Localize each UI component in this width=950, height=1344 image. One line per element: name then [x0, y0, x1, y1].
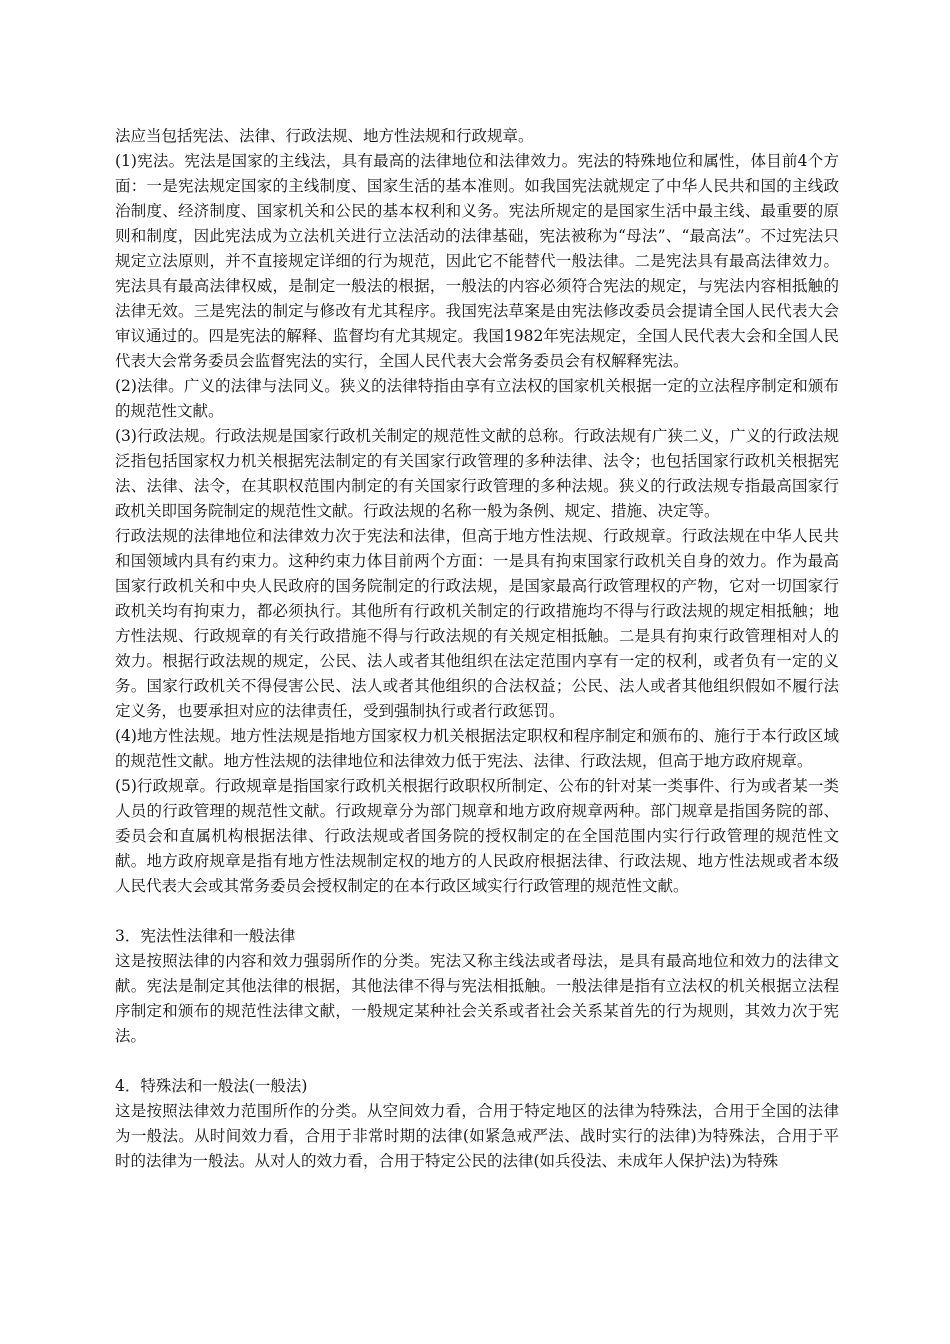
paragraph-intro: 法应当包括宪法、法律、行政法规、地方性法规和行政规章。 [115, 127, 534, 145]
section-heading-4: 4．特殊法和一般法(一般法) [115, 1077, 308, 1095]
paragraph-constitutional-law: 这是按照法律的内容和效力强弱所作的分类。宪法又称主线法或者母法，是具有最高地位和效力的法律文献。宪法是制定其他法律的根据，其他法律不得与宪法相抵触。一般法律是指有立法权的机关根据立法程序制定和颁布的规范性法律文献，一般规定某种社会关系或者社会关系某首先的行为规则，其效力次于宪法。 [115, 952, 839, 1045]
paragraph-constitution: (1)宪法。宪法是国家的主线法，具有最高的法律地位和法律效力。宪法的特殊地位和属性，体目前4个方面：一是宪法规定国家的主线制度、国家生活的基本准则。如我国宪法就规定了中华人民共和国的主线政治制度、经济制度、国家机关和公民的基本权利和义务。宪法所规定的是国家生活中最主线、最重要的原则和制度，因此宪法成为立法机关进行立法活动的法律基础，宪法被称为“母法”、“最高法”。不过宪法只规定立法原则，并不直接规定详细的行为规范，因此它不能替代一般法律。二是宪法具有最高法律效力。宪法具有最高法律权威，是制定一般法的根据，一般法的内容必须符合宪法的规定，与宪法内容相抵触的法律无效。三是宪法的制定与修改有尤其程序。我国宪法草案是由宪法修改委员会提请全国人民代表大会审议通过的。四是宪法的解释、监督均有尤其规定。我国1982年宪法规定，全国人民代表大会和全国人民代表大会常务委员会监督宪法的实行，全国人民代表大会常务委员会有权解释宪法。 [115, 152, 839, 370]
paragraph-administrative-regulations-effect: 行政法规的法律地位和法律效力次于宪法和法律，但高于地方性法规、行政规章。行政法规在中华人民共和国领域内具有约束力。这种约束力体目前两个方面：一是具有拘束国家行政机关自身的效力。作为最高国家行政机关和中央人民政府的国务院制定的行政法规，是国家最高行政管理权的产物，它对一切国家行政机关均有拘束力，都必须执行。其他所有行政机关制定的行政措施均不得与行政法规的规定相抵触；地方性法规、行政规章的有关行政措施不得与行政法规的有关规定相抵触。二是具有拘束行政管理相对人的效力。根据行政法规的规定，公民、法人或者其他组织在法定范围内享有一定的权利，或者负有一定的义务。国家行政机关不得侵害公民、法人或者其他组织的合法权益；公民、法人或者其他组织假如不履行法定义务，也要承担对应的法律责任，受到强制执行或者行政惩罚。 [115, 527, 839, 720]
paragraph-local-regulations: (4)地方性法规。地方性法规是指地方国家权力机关根据法定职权和程序制定和颁布的、施行于本行政区域的规范性文献。地方性法规的法律地位和法律效力低于宪法、法律、行政法规，但高于地方政府规章。 [115, 727, 839, 770]
paragraph-administrative-rules: (5)行政规章。行政规章是指国家行政机关根据行政职权所制定、公布的针对某一类事件、行为或者某一类人员的行政管理的规范性文献。行政规章分为部门规章和地方政府规章两种。部门规章是指国务院的部、委员会和直属机构根据法律、行政法规或者国务院的授权制定的在全国范围内实行行政管理的规范性文献。地方政府规章是指有地方性法规制定权的地方的人民政府根据法律、行政法规、地方性法规或者本级人民代表大会或其常务委员会授权制定的在本行政区域实行行政管理的规范性文献。 [115, 777, 839, 895]
document-body [115, 124, 839, 1174]
blank-line [115, 899, 839, 924]
paragraph-special-law: 这是按照法律效力范围所作的分类。从空间效力看，合用于特定地区的法律为特殊法，合用于全国的法律为一般法。从时间效力看，合用于非常时期的法律(如紧急戒严法、战时实行的法律)为特殊法，合用于平时的法律为一般法。从对人的效力看，合用于特定公民的法律(如兵役法、未成年人保护法)为特殊 [115, 1102, 839, 1170]
section-heading-3: 3．宪法性法律和一般法律 [115, 927, 296, 945]
blank-line [115, 1049, 839, 1074]
paragraph-administrative-regulations: (3)行政法规。行政法规是国家行政机关制定的规范性文献的总称。行政法规有广狭二义，广义的行政法规泛指包括国家权力机关根据宪法制定的有关国家行政管理的多种法律、法令；也包括国家行政机关根据宪法、法律、法令，在其职权范围内制定的有关国家行政管理的多种法规。狭义的行政法规专指最高国家行政机关即国务院制定的规范性文献。行政法规的名称一般为条例、规定、措施、决定等。 [115, 427, 839, 520]
paragraph-law: (2)法律。广义的法律与法同义。狭义的法律特指由享有立法权的国家机关根据一定的立法程序制定和颁布的规范性文献。 [115, 377, 839, 420]
